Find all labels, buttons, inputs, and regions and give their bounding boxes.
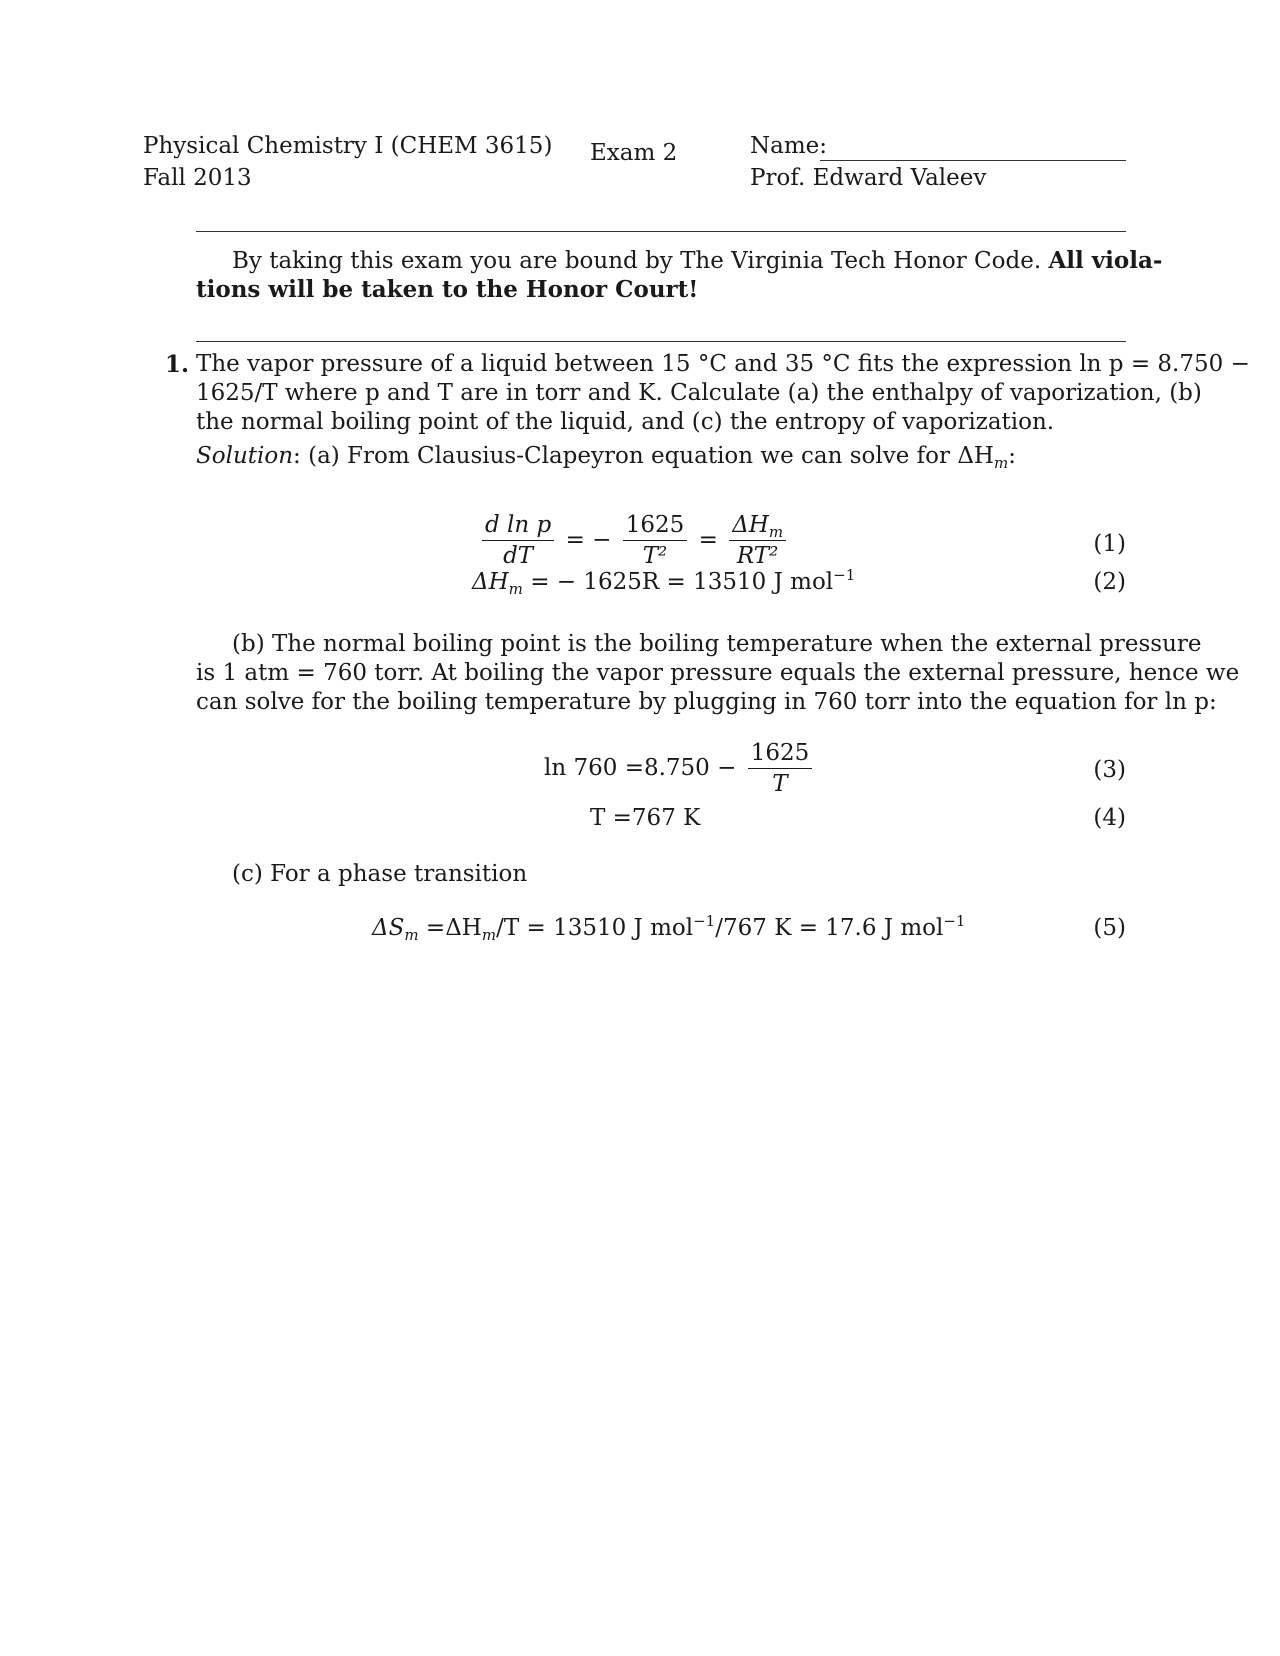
top-rule (196, 231, 1126, 232)
course-title: Physical Chemistry I (CHEM 3615) (143, 133, 553, 159)
eq1-rhs-num (729, 512, 786, 541)
eq3-lhs: ln 760 =8.750 − (544, 754, 737, 781)
solution-sub-m: m (993, 454, 1009, 472)
problem-line-3: the normal boiling point of the liquid, and (c) the entropy of vaporization. (196, 409, 1055, 435)
eq5-exp1: −1 (693, 912, 716, 930)
eq3-tag: (3) (1093, 757, 1126, 783)
eq3-num: 1625 (748, 740, 813, 769)
honor-text: By taking this exam you are bound by The Virginia Tech Honor Code. (232, 248, 1049, 274)
problem-number: 1. (165, 351, 190, 378)
equation-2 (472, 568, 855, 598)
part-b-line-3: can solve for the boiling temperature by plugging in 760 torr into the equation for ln p: (196, 689, 1217, 715)
eq2-rhs: = − 1625R = 13510 J mol (530, 569, 834, 595)
eq1-equals-neg: = − (565, 526, 612, 553)
honor-line-1 (232, 246, 1162, 277)
eq1-mid-num: 1625 (623, 512, 688, 541)
eq1-rhs-num-text: ΔH (732, 512, 769, 538)
eq5-b: =ΔH (418, 915, 482, 941)
equation-4: T =767 K (590, 805, 701, 831)
eq5-d: /767 K = 17.6 J mol (715, 915, 944, 941)
solution-line (196, 442, 1016, 472)
eq2-sub-m: m (508, 580, 523, 598)
eq1-lhs-fraction (482, 512, 554, 570)
bottom-rule (196, 341, 1126, 342)
eq1-rhs-sub-m: m (768, 523, 784, 541)
eq1-rhs-fraction (729, 512, 786, 570)
equation-3 (544, 740, 816, 798)
solution-a-text: : (a) From Clausius-Clapeyron equation we can solve for ΔH (293, 443, 994, 469)
honor-bold-1: All viola- (1048, 247, 1163, 274)
eq1-lhs-num: d ln p (482, 512, 554, 541)
eq3-fraction (748, 740, 813, 798)
eq1-mid-fraction (623, 512, 688, 570)
eq5-sub-m2: m (481, 926, 497, 944)
eq5-a: ΔS (372, 915, 405, 941)
term: Fall 2013 (143, 165, 252, 191)
problem-line-2: 1625/T where p and T are in torr and K. Calculate (a) the enthalpy of vaporization, (b) (196, 380, 1202, 406)
equation-5 (372, 914, 965, 944)
eq5-exp2: −1 (943, 912, 966, 930)
eq5-sub-m1: m (404, 926, 419, 944)
professor: Prof. Edward Valeev (750, 165, 987, 191)
solution-label: Solution (196, 443, 294, 469)
eq2-lhs: ΔH (472, 569, 509, 595)
eq1-equals: = (698, 526, 718, 553)
eq1-tag: (1) (1093, 531, 1126, 557)
eq1-mid-den: T² (642, 543, 668, 570)
part-b-line-2: is 1 atm = 760 torr. At boiling the vapor pressure equals the external pressure, hence we (196, 660, 1240, 686)
eq2-tag: (2) (1093, 569, 1126, 595)
eq3-den: T (772, 771, 788, 798)
eq5-c: /T = 13510 J mol (496, 915, 694, 941)
name-label: Name: (750, 133, 828, 159)
part-c-line: (c) For a phase transition (232, 861, 528, 887)
eq1-lhs-den: dT (503, 543, 534, 570)
eq5-tag: (5) (1093, 915, 1126, 941)
problem-line-1: The vapor pressure of a liquid between 15 °C and 35 °C fits the expression ln p = 8.750 − (196, 351, 1250, 377)
equation-1 (478, 512, 790, 570)
solution-colon: : (1008, 443, 1016, 469)
exam-title: Exam 2 (590, 140, 678, 166)
honor-bold-2: tions will be taken to the Honor Court! (196, 276, 699, 303)
eq1-rhs-den: RT² (736, 543, 779, 570)
eq2-exp: −1 (833, 566, 856, 584)
name-line (820, 160, 1126, 161)
part-b-line-1: (b) The normal boiling point is the boiling temperature when the external pressure (232, 631, 1202, 657)
eq4-tag: (4) (1093, 805, 1126, 831)
